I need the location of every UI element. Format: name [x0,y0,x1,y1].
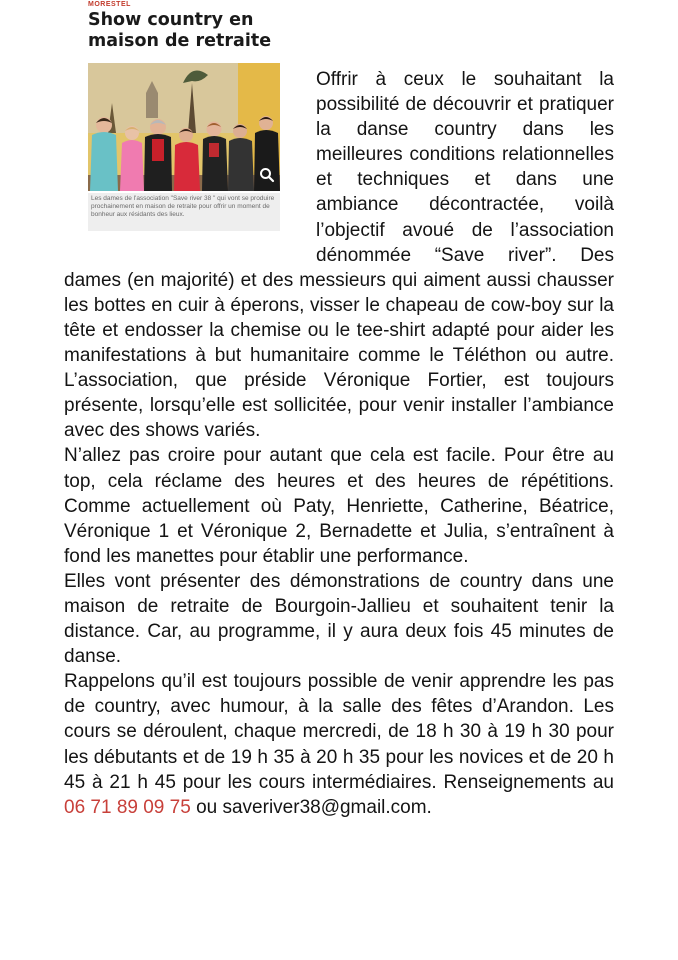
phone-number[interactable]: 06 71 89 09 75 [64,796,191,818]
article-body [64,67,614,820]
headline: Show country en maison de retraite [88,10,272,51]
email-text[interactable]: ou saveriver38@gmail.com. [190,796,432,818]
kicker: MORESTEL [88,1,131,8]
paragraph-3: Elles vont présenter des démonstrations de country dans une maison de retraite de Bourgoin-Jallieu et souhaitent tenir la distance. Car, au programme, il y aura deux fois 45 minutes de danse. [64,570,614,668]
paragraph-1: Offrir à ceux le souhaitant la possibilité de découvrir et pratiquer la danse country dans les meilleures conditions relationnelles et techniques et dans une ambiance décontractée, voilà l’objectif avoué de l’association dénommée “Save river”. Des dames (en majorité) et des messieurs qui aiment aussi chausser les bottes en cuir à éperons, visser le chapeau de cow-boy sur la tête et endosser la chemise ou le tee-shirt adapté pour aider les manifestations à but humanitaire comme le Téléthon ou autre. L’association, que préside Véronique Fortier, est toujours présente, lorsqu’elle est sollicitée, pour venir installer l’ambiance avec des shows variés. [64,69,614,442]
paragraph-2: N’allez pas croire pour autant que cela est facile. Pour être au top, cela réclame des heures et des heures de répétitions. Comme actuellement où Paty, Henriette, Catherine, Béatrice, Véronique 1 et Véronique 2, Bernadette et Julia, s’entraînent à fond les manettes pour établir une performance. [64,445,614,567]
paragraph-4 [64,669,614,820]
photo-spacer [64,67,316,267]
photo-caption: Les dames de l'association "Save river 38 " qui vont se produire prochainement en maison de retraite pour offrir un moment de bonheur aux résidants des lieux. [88,193,280,231]
paragraph-4-text: Rappelons qu’il est toujours possible de venir apprendre les pas de country, avec humour, à la salle des fêtes d’Arandon. Les cours se déroulent, chaque mercredi, de 18 h 30 à 19 h 30 pour les débutants et de 19 h 35 à 20 h 35 pour les novices et de 20 h 45 à 21 h 45 pour les cours intermédiaires. Renseignements au [64,671,614,793]
